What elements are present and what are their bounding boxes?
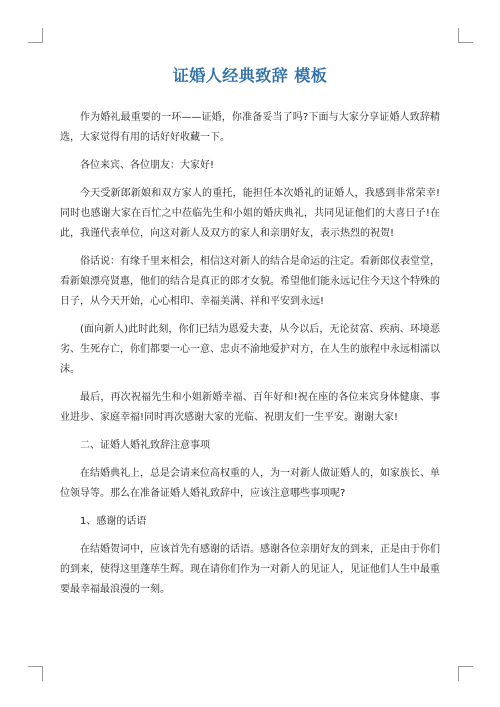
crop-mark-top-left	[28, 28, 43, 43]
subheading-thanks-words: 1、感谢的话语	[80, 516, 147, 527]
paragraph-blessing: 俗话说：有缘千里来相会，相信这对新人的结合是命运的注定。看新郎仪表堂堂，看新娘漂亮贤惠，他们的结合是真正的郎才女貌。希望他们能永远记住今天这个特殊的日子，从今天开始，心心相印、幸福美满、祥和平安到永远!	[60, 256, 440, 307]
document-title: 证婚人经典致辞 模板	[172, 66, 328, 85]
crop-mark-bottom-left	[28, 666, 43, 681]
crop-mark-bottom-right	[458, 666, 473, 681]
document-body	[60, 64, 440, 608]
paragraph-closing: 最后，再次祝福先生和小姐新婚幸福、百年好和!祝在座的各位来宾身体健康、事业进步、家庭幸福!同时再次感谢大家的光临、祝朋友们一生平安。谢谢大家!	[60, 392, 440, 423]
paragraph-intro: 作为婚礼最重要的一环——证婚，你准备妥当了吗?下面与大家分享证婚人致辞精选，大家觉得有用的话好好收藏一下。	[60, 112, 440, 143]
paragraph-thanks-words: 在结婚贺词中，应该首先有感谢的话语。感谢各位亲朋好友的到来，正是由于你们的到来，使得这里蓬荜生辉。现在请你们作为一对新人的见证人，见证他们人生中最重要最幸福最浪漫的一刻。	[60, 544, 440, 595]
paragraph-vows: (面向新人)此时此刻，你们已结为恩爱夫妻，从今以后，无论贫富、疾病、环境恶劣、生死存亡，你们都要一心一意、忠贞不渝地爱护对方，在人生的旅程中永远相濡以沫。	[60, 324, 440, 375]
paragraph-thanks: 今天受新郎新娘和双方家人的重托，能担任本次婚礼的证婚人，我感到非常荣幸!同时也感谢大家在百忙之中莅临先生和小姐的婚庆典礼，共同见证他们的大喜日子!在此，我谨代表单位，向这对新人及双方的家人和亲朋好友，表示热烈的祝贺!	[60, 188, 440, 239]
paragraph-notes-intro: 在结婚典礼上，总是会请来位高权重的人，为一对新人做证婚人的，如家族长、单位领导等。那么在准备证婚人婚礼致辞中，应该注意哪些事项呢?	[60, 468, 440, 499]
crop-mark-top-right	[458, 28, 473, 43]
paragraph-greeting: 各位来宾、各位朋友：大家好!	[80, 160, 215, 171]
section-heading-notes: 二、证婚人婚礼致辞注意事项	[80, 440, 210, 451]
